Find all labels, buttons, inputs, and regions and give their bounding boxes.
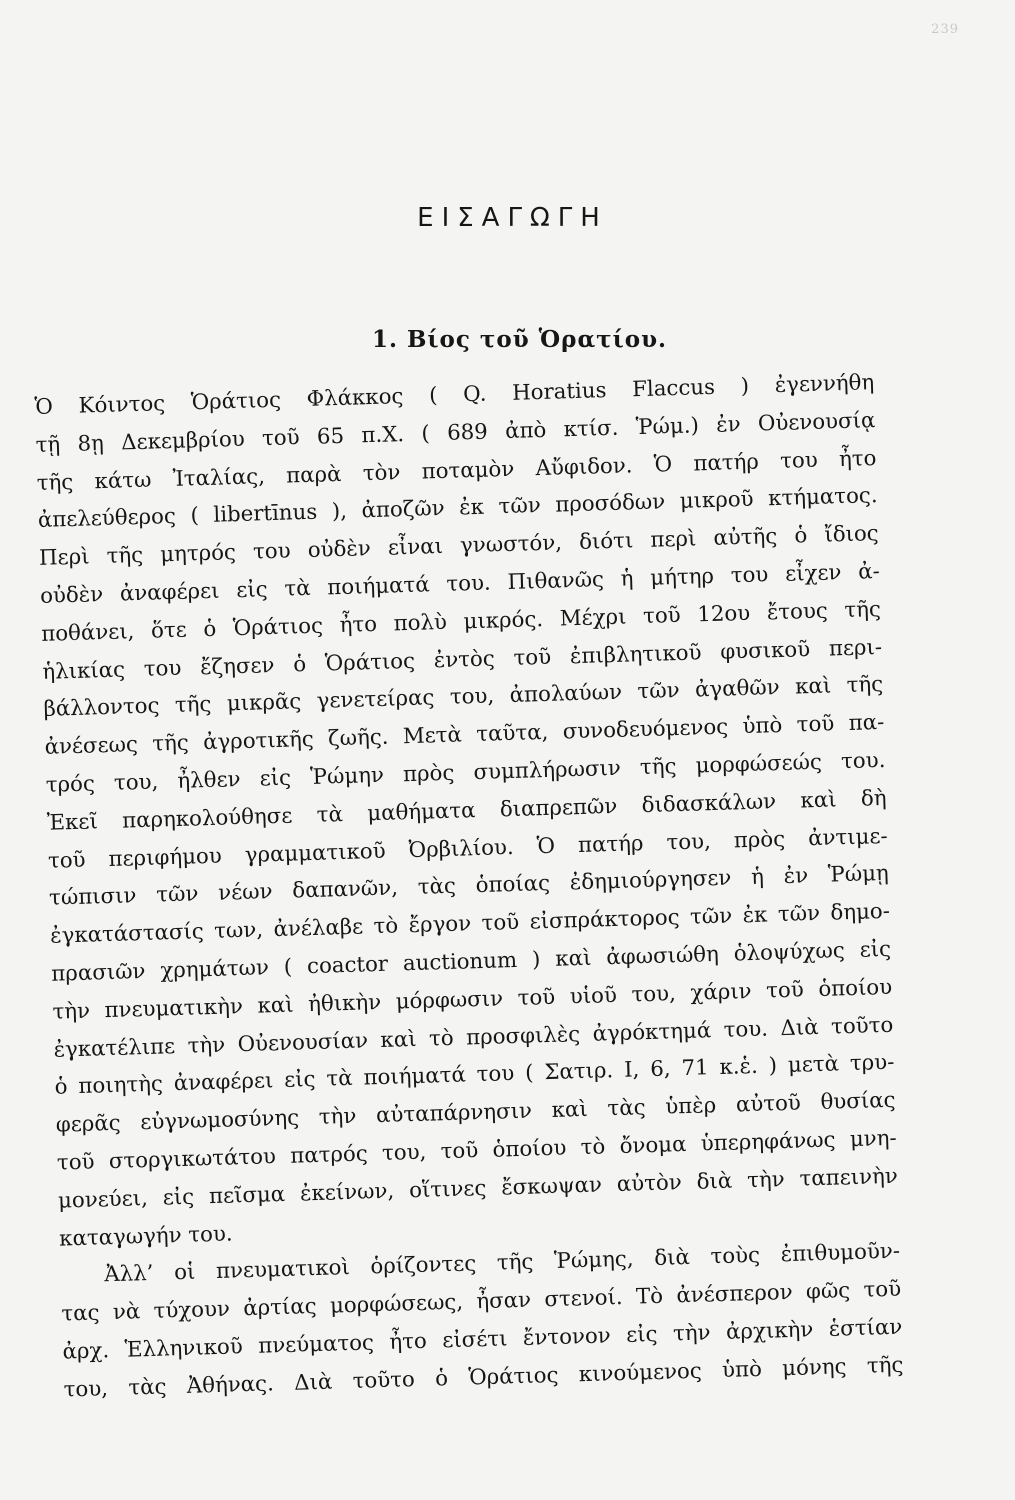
text-line: Ἐκεῖ παρηκολούθησε τὰ μαθήματα διαπρεπῶν διδασκάλων καὶ δὴ [46,785,887,836]
text-line: ἀπελεύθερος ( libertīnus ), ἀποζῶν ἐκ τῶν προσόδων μικροῦ κτήματος. [37,483,878,534]
text-line: Περὶ τῆς μητρός του οὐδὲν εἶναι γνωστόν, διότι περὶ αὐτῆς ὁ ἴδιος [38,521,880,572]
text-line: τρός του, ἦλθεν εἰς Ῥώμην πρὸς συμπλήρωσιν τῆς μορφώσεώς του. [45,747,886,798]
text-line: ποθάνει, ὅτε ὁ Ὁράτιος ἦτο πολὺ μικρός. Μέχρι τοῦ 12ου ἔτους τῆς [40,596,882,647]
page-number: 239 [931,22,959,37]
text-line: τας νὰ τύχουν ἀρτίας μορφώσεως, ἦσαν στενοί. Τὸ ἀνέσπερον φῶς τοῦ [61,1276,902,1327]
text-line: τῆς κάτω Ἰταλίας, παρὰ τὸν ποταμὸν Αὔφιδον. Ὁ πατήρ του ἦτο [36,445,877,496]
paragraph-2 [60,1233,904,1409]
text-line: φερᾶς εὐγνωμοσύνης τὴν αὐταπάρνησιν καὶ τὰς ὑπὲρ αὐτοῦ θυσίας [55,1087,896,1138]
text-line: ἐγκατάστασίς των, ἀνέλαβε τὸ ἔργον τοῦ εἰσπράκτορος τῶν ἐκ τῶν δημο- [49,899,891,949]
text-line: μονεύει, εἰς πεῖσμα ἐκείνων, οἵτινες ἔσκωψαν αὐτὸν διὰ τὴν ταπεινὴν [57,1163,899,1214]
text-line: του, τὰς Ἀθήνας. Διὰ τοῦτο ὁ Ὁράτιος κινούμενος ὑπὸ μόνης τῆς [63,1352,904,1403]
text-line: ἀρχ. Ἑλληνικοῦ πνεύματος ἦτο εἰσέτι ἔντονον εἰς τὴν ἀρχικὴν ἑστίαν [62,1314,903,1365]
text-line: Ὁ Κόιντος Ὁράτιος Φλάκκος ( Q. Horatius Flaccus ) ἐγεννήθη [34,370,875,420]
text-line: τὴν πνευματικὴν καὶ ἠθικὴν μόρφωσιν τοῦ υἱοῦ του, χάριν τοῦ ὁποίου [52,974,893,1025]
text-line: βάλλοντος τῆς μικρᾶς γενετείρας του, ἀπολαύων τῶν ἀγαθῶν καὶ τῆς [43,672,884,723]
body-text [34,364,904,1409]
text-line: ἐγκατέλιπε τὴν Οὐενουσίαν καὶ τὸ προσφιλὲς ἀγρόκτημά του. Διὰ τοῦτο [53,1012,894,1063]
text-line: ἀνέσεως τῆς ἀγροτικῆς ζωῆς. Μετὰ ταῦτα, συνοδευόμενος ὑπὸ τοῦ πα- [44,710,885,761]
text-line: καταγωγήν του. [58,1221,233,1252]
section-title: 1. Βίος τοῦ Ὁρατίου. [371,326,668,353]
text-line: ὁ ποιητὴς ἀναφέρει εἰς τὰ ποιήματά του ( Σατιρ. I, 6, 71 κ.ἑ. ) μετὰ τρυ- [54,1050,895,1101]
text-line: οὐδὲν ἀναφέρει εἰς τὰ ποιήματά του. Πιθανῶς ἡ μήτηρ του εἶχεν ἀ- [39,558,881,609]
text-line: τῇ 8ῃ Δεκεμβρίου τοῦ 65 π.Χ. ( 689 ἀπὸ κτίσ. Ῥώμ.) ἐν Οὐενουσίᾳ [35,407,876,458]
text-line: τοῦ στοργικωτάτου πατρός του, τοῦ ὁποίου τὸ ὄνομα ὑπερηφάνως μνη- [56,1125,897,1176]
text-line: Ἀλλ’ οἱ πνευματικοὶ ὁρίζοντες τῆς Ῥώμης, διὰ τοὺς ἐπιθυμοῦν- [103,1239,901,1288]
text-line: τώπισιν τῶν νέων δαπανῶν, τὰς ὁποίας ἐδημιούργησεν ἡ ἐν Ῥώμῃ [48,861,890,912]
text-line: τοῦ περιφήμου γραμματικοῦ Ὀρβιλίου. Ὁ πατήρ του, πρὸς ἀντιμε- [47,823,889,874]
text-line: πρασιῶν χρημάτων ( coactor auctionum ) καὶ ἀφωσιώθη ὁλοψύχως εἰς [50,936,892,987]
chapter-heading: ΕΙΣΑΓΩΓΗ [417,203,608,233]
text-line: ἡλικίας του ἔζησεν ὁ Ὁράτιος ἐντὸς τοῦ ἐπιβλητικοῦ φυσικοῦ περι- [42,634,883,685]
paragraph-1 [34,364,899,1258]
